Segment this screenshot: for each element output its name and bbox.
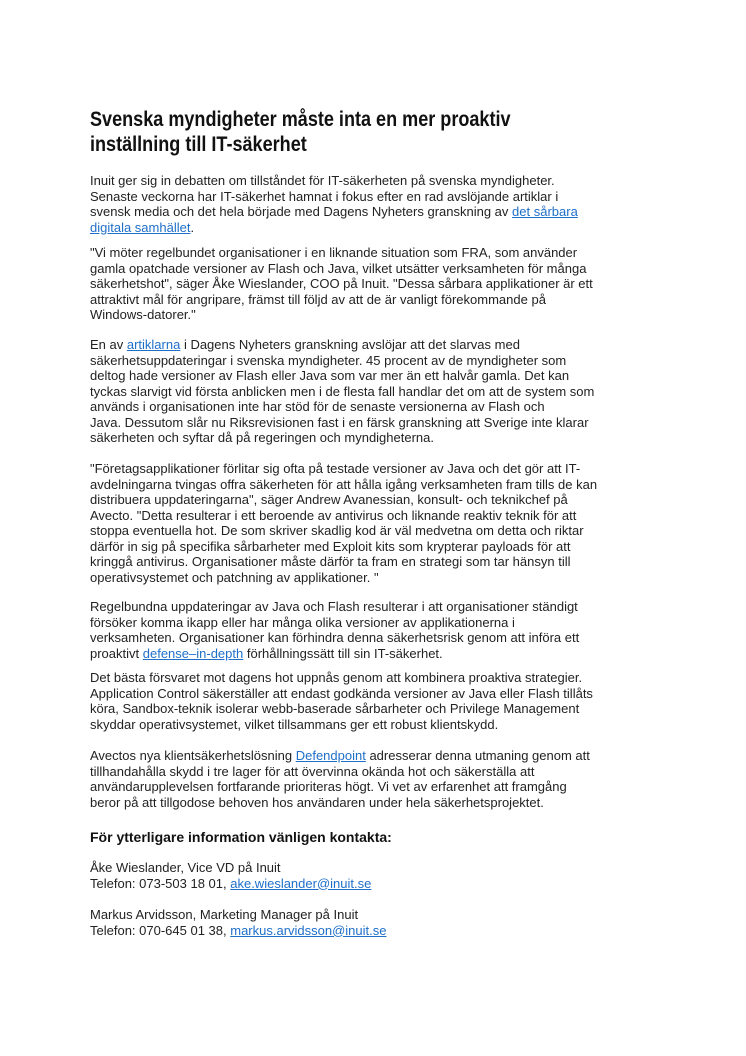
text-line xyxy=(90,779,590,795)
text-segment: tyckas slarvigt vid första anblicken men i de flesta fall handlar det om att de system som xyxy=(90,383,595,399)
text-line xyxy=(90,764,590,780)
text-segment: säkerhetsuppdateringar i svenska myndigheter. 45 procent av de myndigheter som xyxy=(90,352,567,368)
text-segment: i Dagens Nyheters granskning avslöjar att det slarvas med xyxy=(180,337,520,352)
text-line xyxy=(90,554,597,570)
text-line xyxy=(90,508,597,524)
text-segment: användarupplevelsen fortfarande prioriteras högt. Vi vet av erfarenhet att framgång xyxy=(90,779,567,794)
paragraph xyxy=(90,670,593,732)
paragraph xyxy=(90,599,579,661)
text-line xyxy=(90,701,593,717)
text-segment: svensk media och det hela började med Dagens Nyheters granskning av xyxy=(90,204,513,219)
text-segment: skyddar operativsystemet, vilket tillsammans ger ett robust klientskydd. xyxy=(90,716,499,732)
text-segment: Det bästa försvaret mot dagens hot uppnås genom att kombinera proaktiva strategier. xyxy=(90,670,583,685)
paragraph xyxy=(90,245,593,323)
paragraph xyxy=(90,748,590,810)
text-line xyxy=(90,384,594,400)
title-line: Svenska myndigheter måste inta en mer proaktiv xyxy=(90,108,511,131)
text-line xyxy=(90,276,593,292)
inline-link[interactable]: Defendpoint xyxy=(295,748,366,763)
text-segment: Telefon: 070-645 01 38, xyxy=(90,922,231,938)
text-segment: distribuera uppdateringarna", säger Andrew Avanessian, konsult- och teknikchef på xyxy=(90,492,568,507)
page-title xyxy=(90,107,511,157)
inline-link[interactable]: markus.arvidsson@inuit.se xyxy=(230,922,387,938)
text-line xyxy=(90,599,579,615)
text-segment: gamla opatchade versioner av Flash och Java, vilket utsätter verksamheten för många xyxy=(90,260,587,276)
text-segment: kringgå antivirus. Organisationer måste därför ta fram en strategi som tar hänsyn till xyxy=(90,554,571,569)
contact-block xyxy=(90,907,387,938)
inline-link[interactable]: ake.wieslander@inuit.se xyxy=(230,875,372,891)
text-segment: En av xyxy=(90,337,127,352)
text-segment: deltog hade versioner av Flash eller Java som var mer än ett halvår gamla. Det kan xyxy=(90,368,570,383)
text-line xyxy=(90,261,593,277)
text-line xyxy=(90,353,594,369)
text-line xyxy=(90,523,597,539)
text-segment: avdelningarna tvingas offra säkerheten för att hålla igång verksamheten fram tills de kan xyxy=(90,476,598,492)
text-line xyxy=(90,245,593,261)
text-segment: Avecto. "Detta resulterar i ett beroende av antivirus och liknande reaktiv teknik för att xyxy=(90,507,577,523)
text-segment: adresserar denna utmaning genom att xyxy=(365,748,590,763)
text-segment: operativsystemet och patchning av applikationer. " xyxy=(90,569,379,585)
text-line xyxy=(90,570,597,586)
text-line xyxy=(90,292,593,308)
inline-link[interactable]: digitala samhället xyxy=(90,219,191,235)
text-line xyxy=(90,220,578,236)
text-segment: "Vi möter regelbundet organisationer i en liknande situation som FRA, som använder xyxy=(90,245,578,260)
text-segment: attraktivt mål för angripare, främst till följd av att de är vanligt förekommande på xyxy=(90,291,546,307)
text-line xyxy=(90,923,387,939)
text-segment: Telefon: 073-503 18 01, xyxy=(90,875,231,891)
paragraph xyxy=(90,461,597,585)
text-segment: Regelbundna uppdateringar av Java och Flash resulterar i att organisationer ständigt xyxy=(90,599,578,614)
text-line xyxy=(90,399,594,415)
text-segment: "Företagsapplikationer förlitar sig ofta på testade versioner av Java och det gör att IT- xyxy=(90,461,581,476)
text-line xyxy=(90,539,597,555)
inline-link[interactable]: artiklarna xyxy=(126,337,181,352)
text-line xyxy=(90,430,594,446)
text-segment: Senaste veckorna har IT-säkerhet hamnat i fokus efter en rad avslöjande artiklar i xyxy=(90,188,559,204)
inline-link[interactable]: defense–in-depth xyxy=(142,645,244,661)
text-line xyxy=(90,204,578,220)
paragraph xyxy=(90,173,578,235)
inline-link[interactable]: det sårbara xyxy=(512,204,578,219)
text-line xyxy=(90,876,371,892)
text-segment: förhållningssätt till sin IT-säkerhet. xyxy=(243,645,443,661)
text-segment: Avectos nya klientsäkerhetslösning xyxy=(90,748,296,763)
text-segment: Java. Dessutom slår nu Riksrevisionen fast i en färsk granskning att Sverige inte klarar xyxy=(90,414,589,430)
text-line xyxy=(90,461,597,477)
contact-heading: För ytterligare information vänligen kontakta: xyxy=(90,829,392,845)
text-line xyxy=(90,307,593,323)
text-line xyxy=(90,415,594,431)
text-segment: . xyxy=(190,219,195,235)
text-segment: proaktivt xyxy=(90,645,143,661)
text-line xyxy=(90,630,579,646)
text-line xyxy=(90,670,593,686)
text-line xyxy=(90,717,593,733)
text-line xyxy=(90,795,590,811)
text-segment: tillhandahålla skydd i tre lager för att övervinna okända hot och säkerställa att xyxy=(90,763,535,779)
contact-block xyxy=(90,860,371,891)
title-line: inställning till IT-säkerhet xyxy=(90,133,307,156)
text-segment: används i organisationen inte har stöd för de senaste versionerna av Flash och xyxy=(90,399,545,414)
text-segment: köra, Sandbox-teknik isolerar webb-baserade sårbarheter och Privilege Management xyxy=(90,701,580,716)
text-line xyxy=(90,686,593,702)
paragraph xyxy=(90,337,594,446)
text-segment: Markus Arvidsson, Marketing Manager på Inuit xyxy=(90,907,359,922)
text-segment: Åke Wieslander, Vice VD på Inuit xyxy=(90,860,281,875)
text-line xyxy=(90,189,578,205)
text-segment: stoppa eventuella hot. De som skriver skadlig kod är väl medvetna om detta och riktar xyxy=(90,523,584,538)
text-segment: Application Control säkerställer att endast godkända versioner av Java eller Flash tillåts xyxy=(90,685,593,701)
text-line xyxy=(90,173,578,189)
text-line xyxy=(90,646,579,662)
text-line xyxy=(90,337,594,353)
text-segment: Inuit ger sig in debatten om tillståndet för IT-säkerheten på svenska myndigheter. xyxy=(90,173,555,188)
text-segment: verksamheten. Organisationer kan förhindra denna säkerhetsrisk genom att införa ett xyxy=(90,630,580,645)
text-line xyxy=(90,492,597,508)
text-line xyxy=(90,477,597,493)
text-segment: därför in sig på specifika sårbarheter med Exploit kits som krypterar payloads för att xyxy=(90,538,571,554)
text-line xyxy=(90,368,594,384)
text-line xyxy=(90,615,579,631)
text-line xyxy=(90,907,387,923)
text-line xyxy=(90,860,371,876)
text-segment: beror på att tillgodose behoven hos användaren under hela säkerhetsprojektet. xyxy=(90,794,544,810)
text-line xyxy=(90,748,590,764)
text-segment: Windows-datorer." xyxy=(90,307,196,322)
text-segment: säkerhetshot", säger Åke Wieslander, COO på Inuit. "Dessa sårbara applikationer är ett xyxy=(90,276,593,291)
text-segment: försöker komma ikapp eller har många olika versioner av applikationerna i xyxy=(90,614,515,630)
text-segment: säkerheten och syftar då på regeringen och myndigheterna. xyxy=(90,430,434,445)
